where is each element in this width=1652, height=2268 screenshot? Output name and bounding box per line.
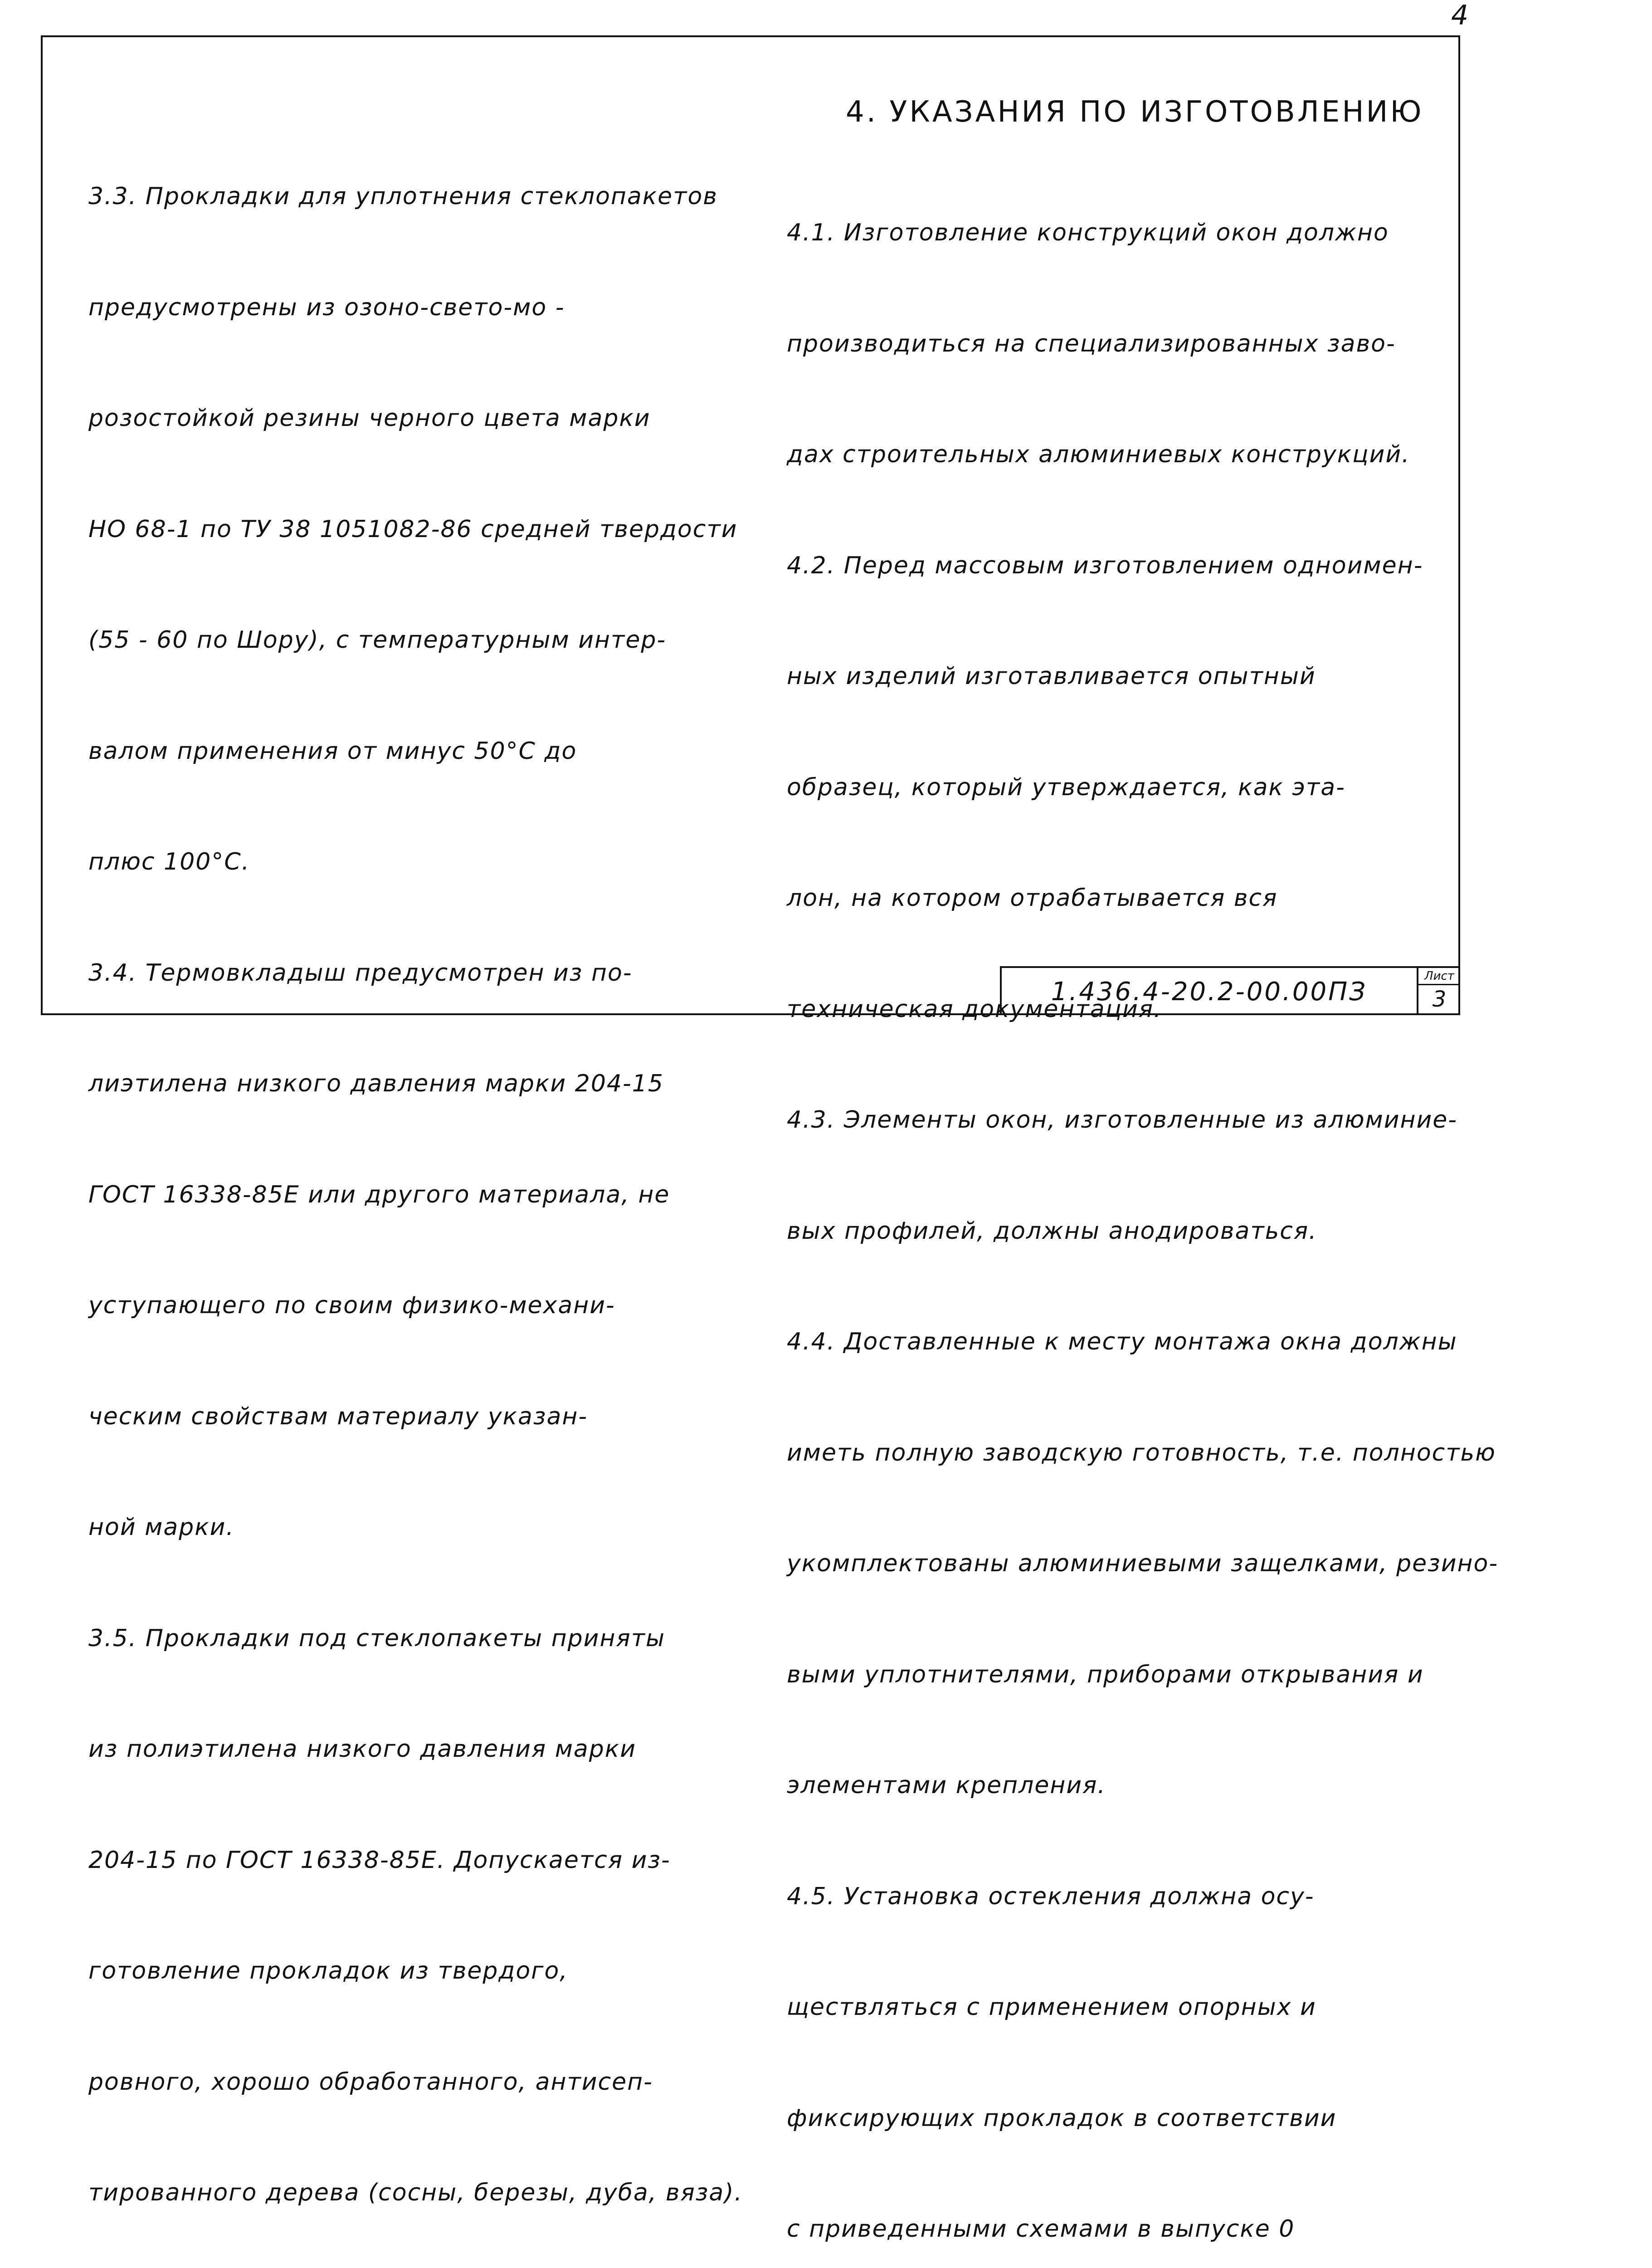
text-line: с приведенными схемами в выпуске 0 bbox=[787, 2215, 1295, 2243]
section-heading: 4. УКАЗАНИЯ ПО ИЗГОТОВЛЕНИЮ bbox=[846, 95, 1424, 129]
text-line: ных изделий изготавливается опытный bbox=[787, 663, 1316, 690]
text-line: 4.2. Перед массовым изготовлением одноимен- bbox=[787, 552, 1423, 579]
text-line: 4.4. Доставленные к месту монтажа окна должны bbox=[787, 1328, 1457, 1355]
text-line: розостойкой резины черного цвета марки bbox=[88, 405, 651, 432]
text-line: 3.5. Прокладки под стеклопакеты приняты bbox=[88, 1624, 666, 1652]
sheet-label: Лист bbox=[1418, 968, 1460, 985]
text-line: дах строительных алюминиевых конструкций. bbox=[787, 441, 1410, 468]
sheet-number: 3 bbox=[1432, 987, 1447, 1012]
text-line: НО 68-1 по ТУ 38 1051082-86 средней твердости bbox=[88, 515, 738, 543]
title-block bbox=[1000, 966, 1460, 1015]
text-line: образец, который утверждается, как эта- bbox=[787, 773, 1345, 801]
text-line: производиться на специализированных заво- bbox=[787, 330, 1396, 357]
text-line: лон, на котором отрабатывается вся bbox=[787, 885, 1278, 912]
page-number: 4 bbox=[1451, 0, 1469, 31]
text-line: ческим свойствам материалу указан- bbox=[88, 1403, 588, 1430]
text-line: элементами крепления. bbox=[787, 1772, 1106, 1799]
text-line: техническая документация. bbox=[787, 995, 1162, 1023]
text-line: готовление прокладок из твердого, bbox=[88, 1957, 568, 1984]
text-line: 3.4. Термовкладыш предусмотрен из по- bbox=[88, 959, 633, 987]
right-column bbox=[787, 141, 1498, 2268]
text-line: (55 - 60 по Шору), с температурным интер- bbox=[88, 626, 667, 654]
sheet-box bbox=[1417, 968, 1460, 1015]
text-line: лиэтилена низкого давления марки 204-15 bbox=[88, 1070, 664, 1097]
text-line: 4.3. Элементы окон, изготовленные из алюминие- bbox=[787, 1106, 1458, 1134]
document-code: 1.436.4-20.2-00.00ПЗ bbox=[1051, 977, 1368, 1007]
text-line: 204-15 по ГОСТ 16338-85Е. Допускается из- bbox=[88, 1846, 671, 1874]
text-line: 3.3. Прокладки для уплотнения стеклопакетов bbox=[88, 183, 718, 210]
text-line: 4.5. Установка остекления должна осу- bbox=[787, 1882, 1315, 1910]
text-line: 4.1. Изготовление конструкций окон должно bbox=[787, 219, 1389, 246]
text-line: ществляться с применением опорных и bbox=[787, 1994, 1316, 2021]
text-line: ной марки. bbox=[88, 1514, 234, 1541]
text-line: иметь полную заводскую готовность, т.е. полностью bbox=[787, 1439, 1496, 1466]
text-line: тированного дерева (сосны, березы, дуба, вяза). bbox=[88, 2179, 743, 2206]
text-line: предусмотрены из озоно-свето-мо - bbox=[88, 293, 565, 321]
text-line: из полиэтилена низкого давления марки bbox=[88, 1735, 636, 1763]
text-line: валом применения от минус 50°С до bbox=[88, 737, 577, 765]
text-line: вых профилей, должны анодироваться. bbox=[787, 1217, 1317, 1245]
text-line: фиксирующих прокладок в соответствии bbox=[787, 2104, 1337, 2132]
text-line: ГОСТ 16338-85Е или другого материала, не bbox=[88, 1181, 670, 1208]
text-line: плюс 100°С. bbox=[88, 848, 250, 875]
text-line: укомплектованы алюминиевыми защелками, резино- bbox=[787, 1550, 1499, 1577]
text-line: уступающего по своим физико-механи- bbox=[88, 1292, 615, 1319]
text-line: ровного, хорошо обработанного, антисеп- bbox=[88, 2068, 653, 2096]
text-line: выми уплотнителями, приборами открывания и bbox=[787, 1661, 1424, 1688]
left-column bbox=[88, 104, 785, 2268]
